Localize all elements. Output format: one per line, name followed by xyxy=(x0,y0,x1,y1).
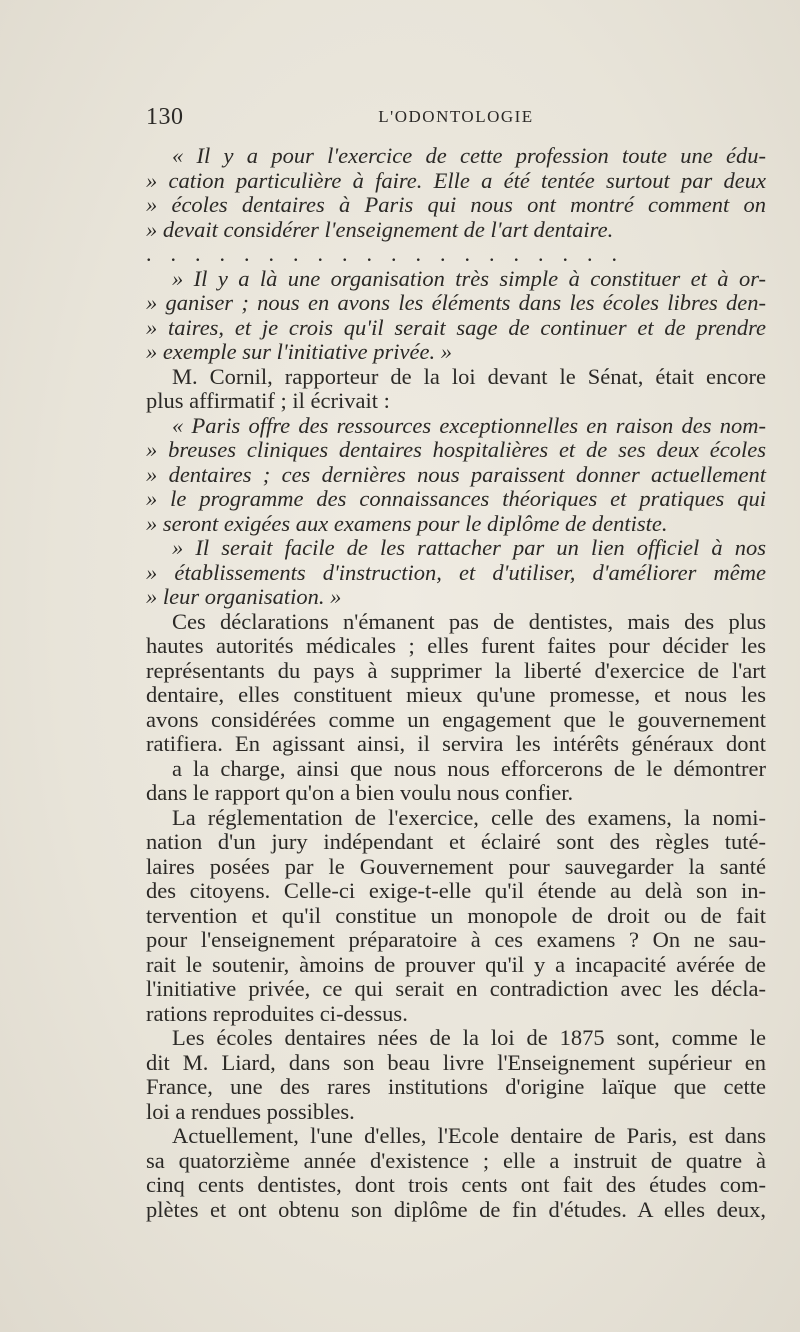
text-line: » établissements d'instruction, et d'utiliser, d'améliorer même xyxy=(146,559,766,585)
text-line: « Il y a pour l'exercice de cette profession toute une édu- xyxy=(172,143,766,168)
text-line: loi a rendues possibles. xyxy=(146,1098,355,1124)
text-line: l'initiative privée, ce qui serait en contradiction avec les décla- xyxy=(146,976,766,1001)
text-line: dit M. Liard, dans son beau livre l'Enseignement supérieur en xyxy=(146,1049,766,1075)
text-line: M. Cornil, rapporteur de la loi devant le Sénat, était encore xyxy=(172,363,766,389)
page-number: 130 xyxy=(146,104,184,130)
text-line: » le programme des connaissances théoriques et pratiques qui xyxy=(146,486,766,511)
text-line: Les écoles dentaires nées de la loi de 1875 sont, comme le xyxy=(172,1025,766,1050)
text-line: » cation particulière à faire. Elle a été tentée surtout par deux xyxy=(146,167,766,193)
text-line: dentaire, elles constituent mieux qu'une promesse, et nous les xyxy=(146,682,766,707)
text-line: » ganiser ; nous en avons les éléments dans les écoles libres den- xyxy=(146,290,766,315)
text-line: » Il serait facile de les rattacher par un lien officiel à nos xyxy=(172,535,766,560)
text-line: » taires, et je crois qu'il serait sage de continuer et de prendre xyxy=(146,314,766,340)
text-line: » exemple sur l'initiative privée. » xyxy=(146,339,452,364)
body-text xyxy=(146,144,766,1222)
text-line: sa quatorzième année d'existence ; elle a instruit de quatre à xyxy=(146,1147,766,1173)
text-line: » seront exigées aux examens pour le diplôme de dentiste. xyxy=(146,510,668,536)
text-line: La réglementation de l'exercice, celle des examens, la nomi- xyxy=(172,804,766,830)
text-line: » leur organisation. » xyxy=(146,584,342,609)
text-line: rait le soutenir, àmoins de prouver qu'il y a incapacité avérée de xyxy=(146,951,766,977)
text-line: « Paris offre des ressources exceptionnelles en raison des nom- xyxy=(172,412,766,438)
text-line: tervention et qu'il constitue un monopole de droit ou de fait xyxy=(146,902,766,928)
text-line: » breuses cliniques dentaires hospitalières et de ses deux écoles xyxy=(146,437,766,462)
text-line: » devait considérer l'enseignement de l'art dentaire. xyxy=(146,216,614,242)
running-title: L'ODONTOLOGIE xyxy=(378,107,534,126)
text-line: plètes et ont obtenu son diplôme de fin d'études. A elles deux, xyxy=(146,1196,766,1222)
text-line: nation d'un jury indépendant et éclairé sont des règles tuté- xyxy=(146,829,766,854)
text-line: représentants du pays à supprimer la liberté d'exercice de l'art xyxy=(146,657,766,683)
text-line: Ces déclarations n'émanent pas de dentistes, mais des plus xyxy=(172,608,766,634)
text-line: dans le rapport qu'on a bien voulu nous confier. xyxy=(146,780,574,805)
text-line: rations reproduites ci-dessus. xyxy=(146,1000,408,1026)
text-line: » écoles dentaires à Paris qui nous ont montré comment on xyxy=(146,192,766,217)
text-line: » dentaires ; ces dernières nous paraissent donner actuellement xyxy=(146,461,766,487)
text-line: avons considérées comme un engagement que le gouvernement xyxy=(146,706,766,732)
text-line: » Il y a là une organisation très simple à constituer et à or- xyxy=(172,265,766,291)
text-line: Actuellement, l'une d'elles, l'Ecole dentaire de Paris, est dans xyxy=(172,1123,766,1148)
text-line: a la charge, ainsi que nous nous efforcerons de le démontrer xyxy=(172,755,766,781)
text-line: hautes autorités médicales ; elles furent faites pour décider les xyxy=(146,633,766,658)
text-line: pour l'enseignement préparatoire à ces examens ? On ne sau- xyxy=(146,927,766,952)
text-line: plus affirmatif ; il écrivait : xyxy=(146,388,390,413)
text-line: cinq cents dentistes, dont trois cents ont fait des études com- xyxy=(146,1172,766,1197)
ellipsis-line: .................... xyxy=(146,241,636,266)
text-line: ratifiera. En agissant ainsi, il servira les intérêts généraux dont xyxy=(146,731,766,756)
text-line: laires posées par le Gouvernement pour sauvegarder la santé xyxy=(146,853,766,879)
text-line: des citoyens. Celle-ci exige-t-elle qu'il étende au delà son in- xyxy=(146,878,766,903)
text-line: France, une des rares institutions d'origine laïque que cette xyxy=(146,1074,766,1099)
page-header xyxy=(146,104,766,134)
